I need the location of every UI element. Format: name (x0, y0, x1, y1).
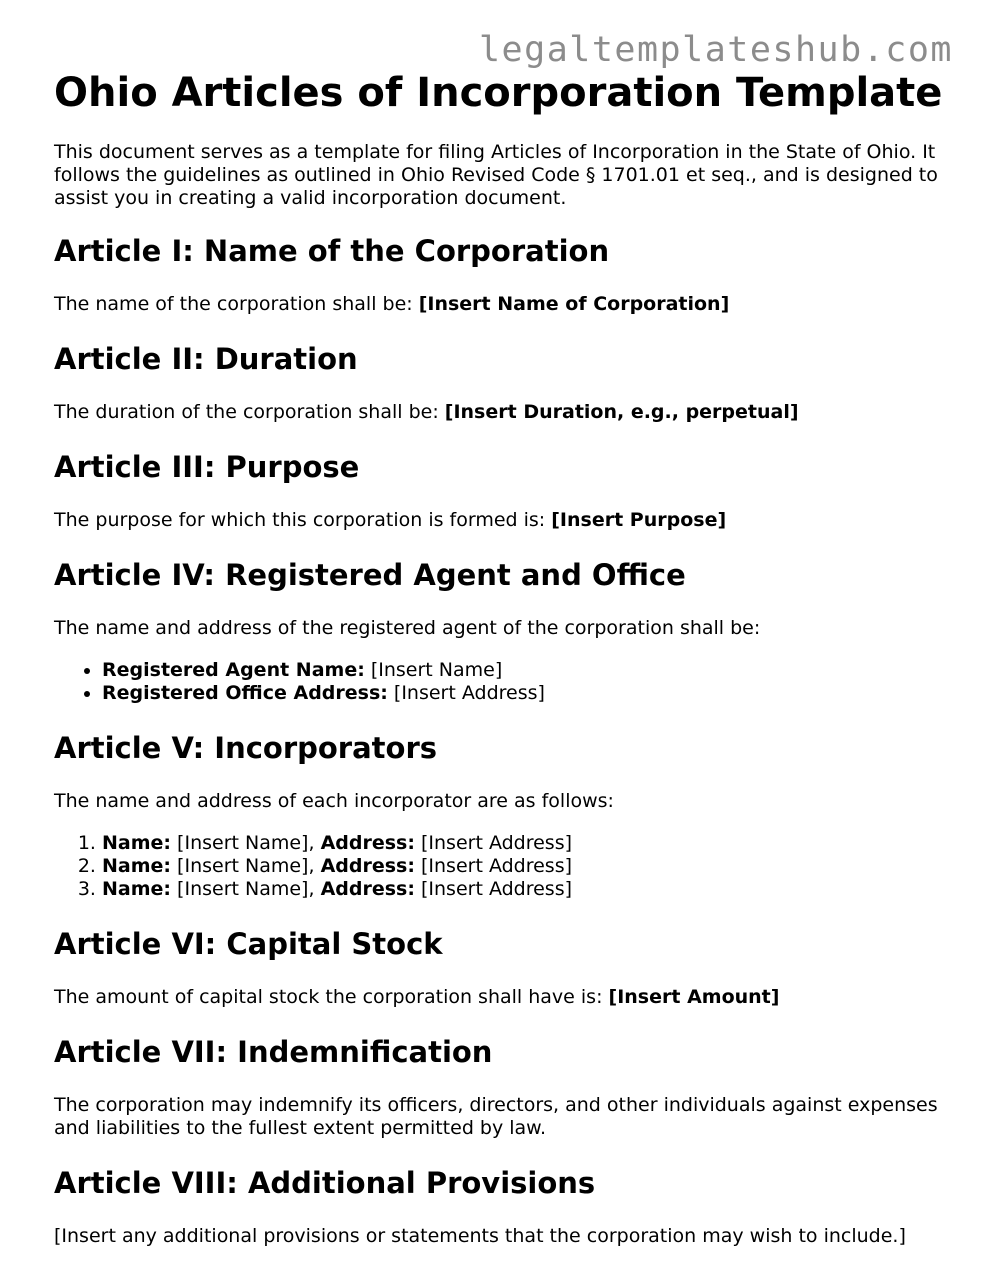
article-2-placeholder: [Insert Duration, e.g., perpetual] (444, 401, 799, 423)
intro-paragraph: This document serves as a template for filing Articles of Incorporation in the State of Ohio. It follows the guidelines as outlined in Ohio Revised Code § 1701.01 et seq., and is designed to assist you in creating a valid incorporation document. (54, 141, 938, 209)
article-3-lead: The purpose for which this corporation is formed is: (54, 509, 552, 531)
list-item (102, 682, 954, 705)
article-7-text: The corporation may indemnify its officers, directors, and other individuals against expenses and liabilities to the fullest extent permitted by law. (54, 1094, 938, 1139)
name-value: [Insert Name], (171, 878, 321, 900)
article-4-heading: Article IV: Registered Agent and Office (54, 558, 686, 592)
watermark: legaltemplateshub.com (478, 30, 953, 70)
address-label: Address: (320, 832, 415, 854)
article-3-text (54, 509, 954, 532)
address-label: Address: (320, 855, 415, 877)
article-1-lead: The name of the corporation shall be: (54, 293, 419, 315)
article-1-placeholder: [Insert Name of Corporation] (418, 293, 730, 315)
name-label: Name: (102, 878, 172, 900)
document-page (54, 70, 954, 1248)
article-2-lead: The duration of the corporation shall be: (54, 401, 445, 423)
incorporators-list (54, 832, 954, 901)
document-title: Ohio Articles of Incorporation Template (54, 70, 943, 116)
article-5-heading: Article V: Incorporators (54, 731, 438, 765)
name-value: [Insert Name], (171, 855, 321, 877)
name-value: [Insert Name], (171, 832, 321, 854)
article-2-heading: Article II: Duration (54, 342, 358, 376)
article-6-placeholder: [Insert Amount] (608, 986, 780, 1008)
registered-agent-list (54, 659, 954, 705)
name-label: Name: (102, 832, 172, 854)
list-item-label: Registered Office Address: (102, 682, 388, 704)
article-2-text (54, 401, 954, 424)
article-3-placeholder: [Insert Purpose] (551, 509, 727, 531)
address-value: [Insert Address] (414, 855, 573, 877)
article-6-lead: The amount of capital stock the corporation shall have is: (54, 986, 609, 1008)
article-1-heading: Article I: Name of the Corporation (54, 234, 610, 268)
list-item (102, 832, 954, 855)
address-value: [Insert Address] (414, 878, 573, 900)
article-8-text: [Insert any additional provisions or statements that the corporation may wish to include.] (54, 1225, 906, 1247)
list-item-label: Registered Agent Name: (102, 659, 365, 681)
article-3-heading: Article III: Purpose (54, 450, 360, 484)
list-item (102, 878, 954, 901)
article-7-heading: Article VII: Indemnification (54, 1035, 493, 1069)
article-6-text (54, 986, 954, 1009)
article-5-text: The name and address of each incorporator are as follows: (54, 790, 614, 812)
list-item (102, 659, 954, 682)
address-value: [Insert Address] (414, 832, 573, 854)
name-label: Name: (102, 855, 172, 877)
address-label: Address: (320, 878, 415, 900)
article-6-heading: Article VI: Capital Stock (54, 927, 443, 961)
article-1-text (54, 293, 954, 316)
article-8-heading: Article VIII: Additional Provisions (54, 1166, 596, 1200)
article-4-text: The name and address of the registered agent of the corporation shall be: (54, 617, 761, 639)
list-item (102, 855, 954, 878)
list-item-value: [Insert Address] (387, 682, 545, 704)
list-item-value: [Insert Name] (364, 659, 503, 681)
